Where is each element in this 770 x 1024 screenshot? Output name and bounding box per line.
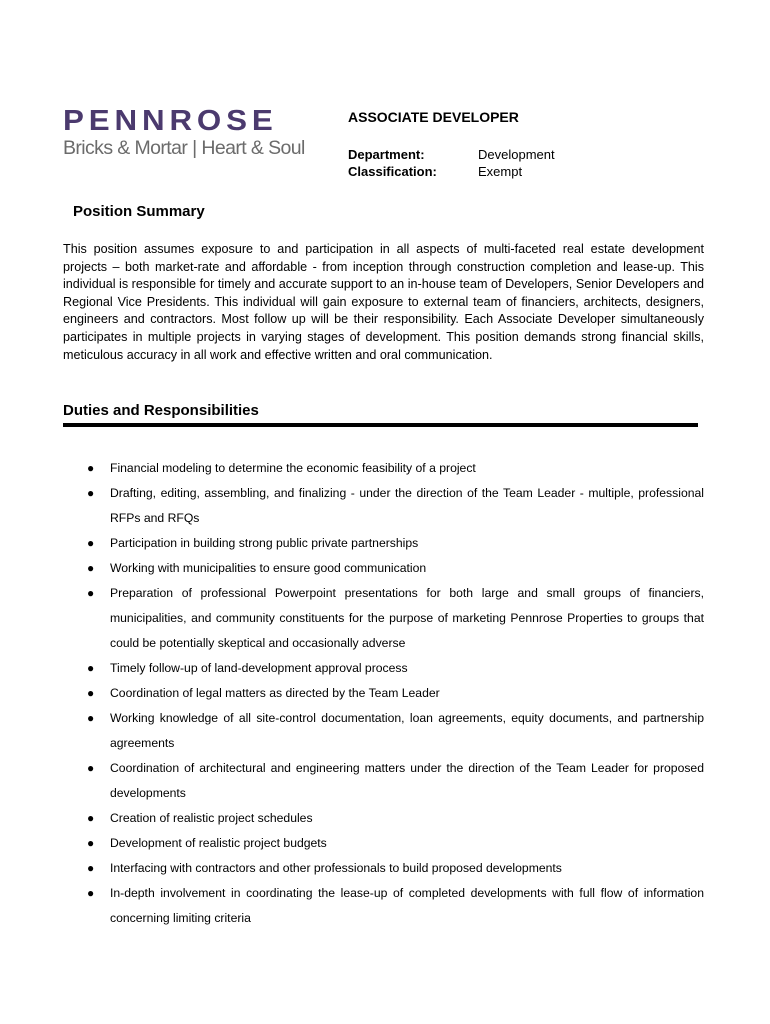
duties-list bbox=[63, 456, 704, 931]
classification-row bbox=[348, 163, 555, 180]
bullet-icon: ● bbox=[87, 661, 95, 675]
bullet-icon: ● bbox=[87, 586, 95, 600]
list-item-text: Creation of realistic project schedules bbox=[110, 811, 313, 825]
bullet-icon: ● bbox=[87, 536, 95, 550]
list-item bbox=[63, 656, 704, 681]
list-item-text: Financial modeling to determine the economic feasibility of a project bbox=[110, 461, 476, 475]
list-item bbox=[63, 756, 704, 806]
job-meta bbox=[348, 146, 555, 180]
classification-label: Classification: bbox=[348, 164, 437, 179]
list-item bbox=[63, 831, 704, 856]
summary-paragraph: This position assumes exposure to and participation in all aspects of multi-faceted real estate development projects – both market-rate and affordable - from inception through construction completion and lease-up. This individual is responsible for timely and accurate support to an in-house team of Developers, Senior Developers and Regional Vice Presidents. This individual will gain exposure to external team of financiers, architects, designers, engineers and contractors. Most follow up will be their responsibility. Each Associate Developer simultaneously participates in multiple projects in varying stages of development. This position demands strong financial skills, meticulous accuracy in all work and effective written and oral communication. bbox=[63, 242, 704, 362]
job-title: ASSOCIATE DEVELOPER bbox=[348, 109, 519, 125]
list-item-text: Coordination of architectural and engineering matters under the direction of the Team Leader for proposed developments bbox=[110, 761, 704, 800]
classification-value: Exempt bbox=[478, 164, 523, 179]
section-divider bbox=[63, 423, 698, 427]
duties-heading: Duties and Responsibilities bbox=[63, 402, 259, 419]
list-item bbox=[63, 531, 704, 556]
bullet-icon: ● bbox=[87, 711, 95, 725]
list-item-text: Working knowledge of all site-control documentation, loan agreements, equity documents, and partnership agreements bbox=[110, 711, 704, 750]
list-item bbox=[63, 556, 704, 581]
logo-wordmark: PENNROSE bbox=[63, 105, 278, 137]
list-item-text: Coordination of legal matters as directed by the Team Leader bbox=[110, 686, 440, 700]
list-item bbox=[63, 581, 704, 656]
bullet-icon: ● bbox=[87, 561, 95, 575]
bullet-icon: ● bbox=[87, 761, 95, 775]
list-item-text: Working with municipalities to ensure good communication bbox=[110, 561, 427, 575]
list-item-text: In-depth involvement in coordinating the lease-up of completed developments with full flow of information concerning limiting criteria bbox=[110, 886, 704, 925]
list-item bbox=[63, 681, 704, 706]
list-item-text: Participation in building strong public private partnerships bbox=[110, 536, 419, 550]
list-item bbox=[63, 481, 704, 531]
department-value: Development bbox=[478, 147, 555, 162]
list-item bbox=[63, 881, 704, 931]
list-item bbox=[63, 456, 704, 481]
bullet-icon: ● bbox=[87, 686, 95, 700]
bullet-icon: ● bbox=[87, 836, 95, 850]
logo-tagline: Bricks & Mortar | Heart & Soul bbox=[63, 137, 305, 159]
list-item bbox=[63, 856, 704, 881]
bullet-icon: ● bbox=[87, 861, 95, 875]
bullet-icon: ● bbox=[87, 486, 95, 500]
list-item bbox=[63, 706, 704, 756]
bullet-icon: ● bbox=[87, 461, 95, 475]
bullet-icon: ● bbox=[87, 811, 95, 825]
department-row bbox=[348, 146, 555, 163]
list-item-text: Development of realistic project budgets bbox=[110, 836, 327, 850]
summary-heading: Position Summary bbox=[73, 203, 205, 220]
list-item bbox=[63, 806, 704, 831]
list-item-text: Interfacing with contractors and other professionals to build proposed developments bbox=[110, 861, 562, 875]
bullet-icon: ● bbox=[87, 886, 95, 900]
list-item-text: Preparation of professional Powerpoint presentations for both large and small groups of financiers, municipalities, and community constituents for the purpose of marketing Pennrose Properties to groups that could be potentially skeptical and occasionally adverse bbox=[110, 586, 704, 650]
list-item-text: Timely follow-up of land-development approval process bbox=[110, 661, 408, 675]
company-logo bbox=[63, 105, 305, 159]
department-label: Department: bbox=[348, 147, 425, 162]
list-item-text: Drafting, editing, assembling, and finalizing - under the direction of the Team Leader - multiple, professional RFPs and RFQs bbox=[110, 486, 704, 525]
